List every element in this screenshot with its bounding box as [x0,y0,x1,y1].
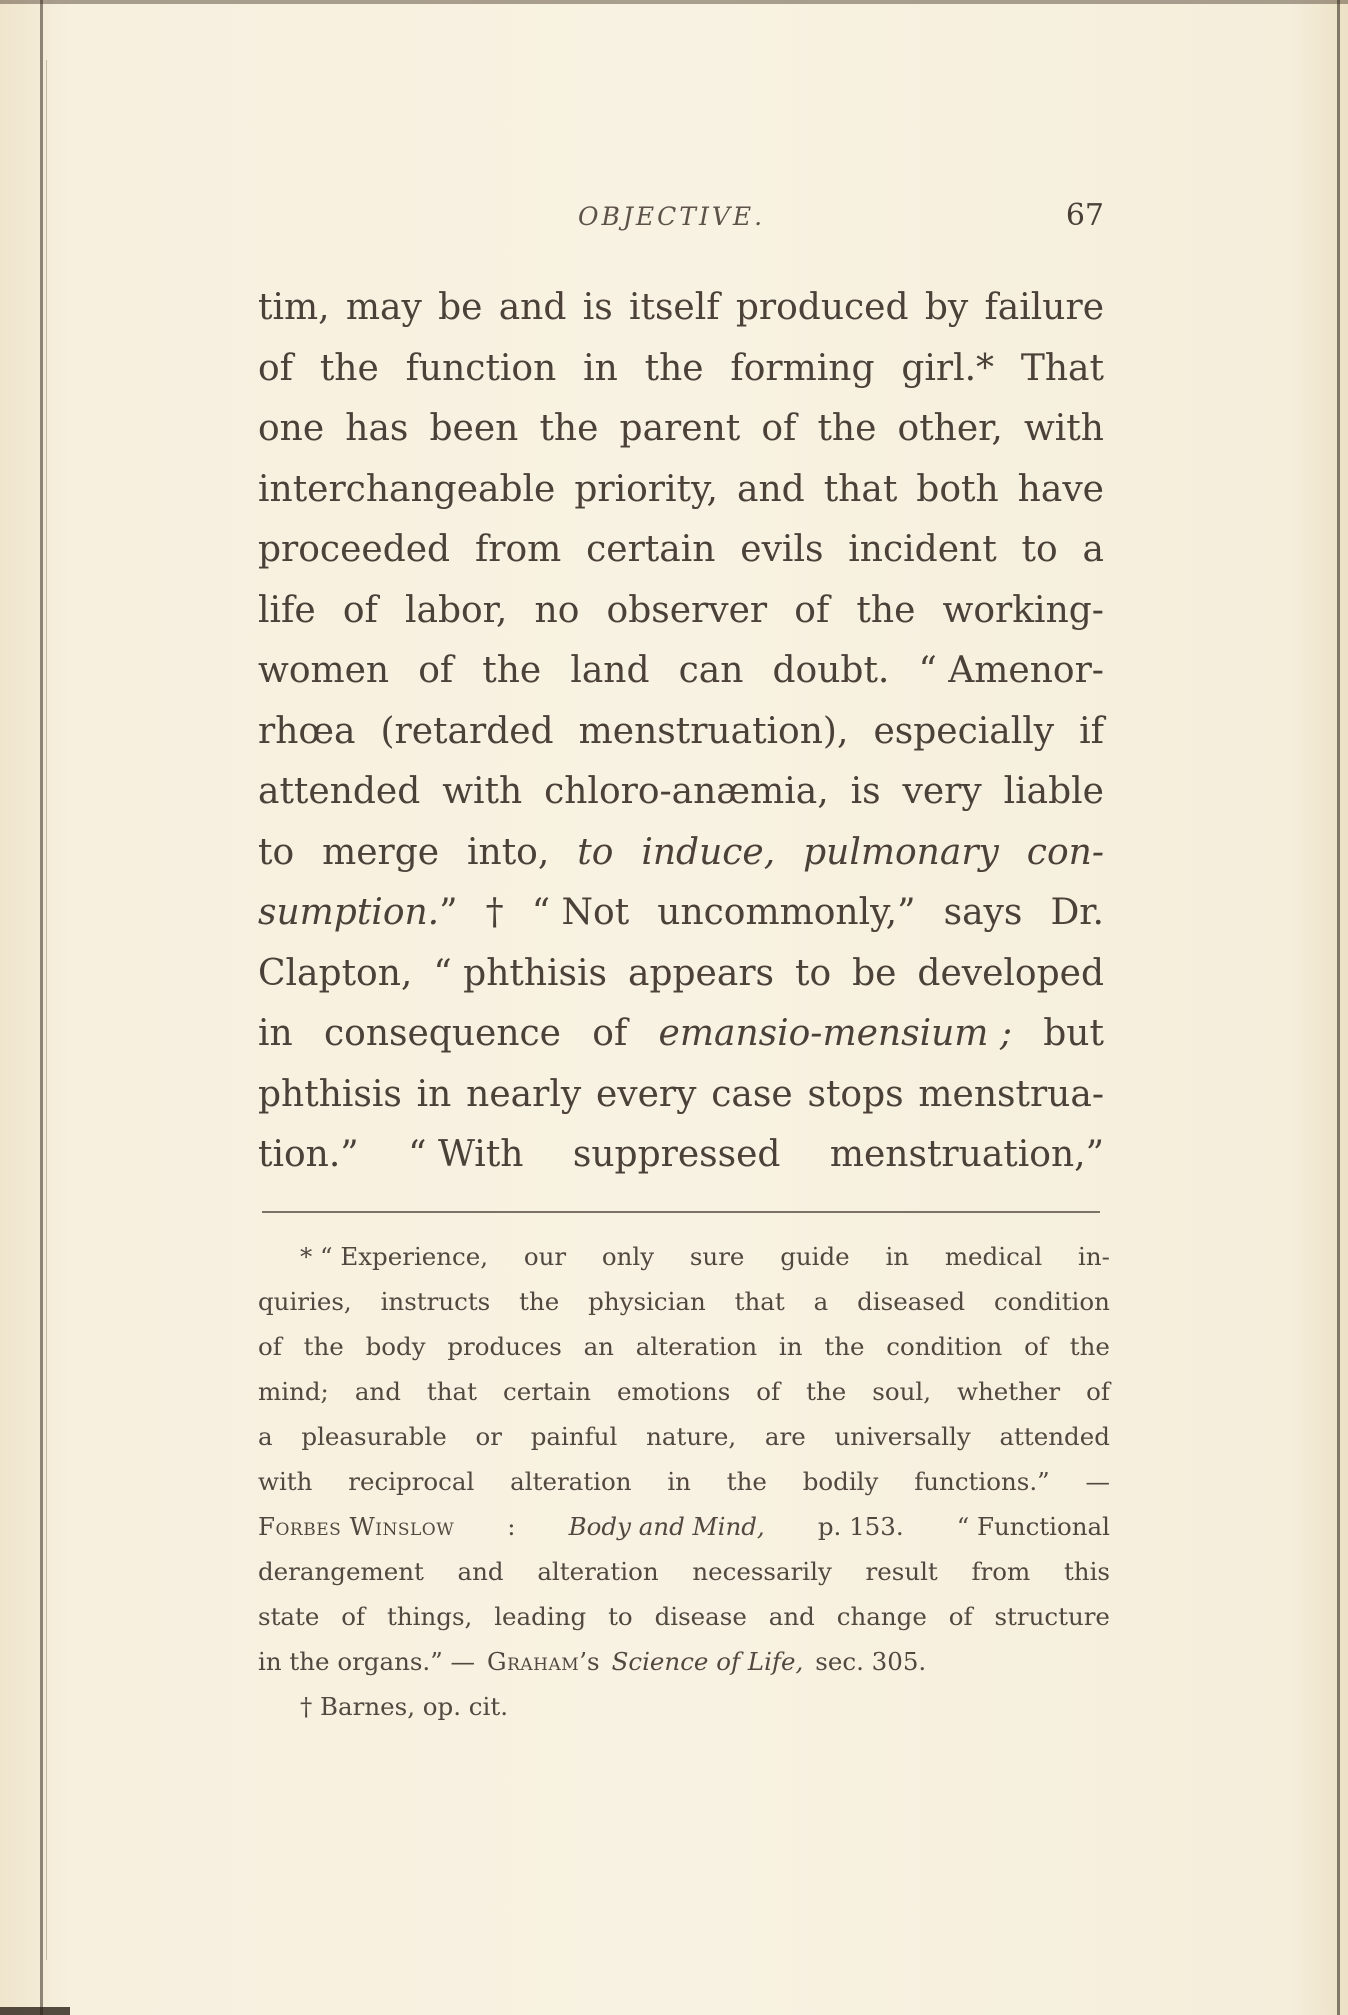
footnote-line-2: quiries, instructs the physician that a diseased condition [258,1287,1110,1316]
page-corner-shadow [0,2007,70,2015]
body-line-15: tion.” “ With suppressed menstruation,” [258,1134,1104,1175]
footnote-line-4: mind; and that certain emotions of the soul, whether of [258,1377,1110,1406]
running-title: OBJECTIVE. [578,202,766,231]
body-line-7: women of the land can doubt. “ Amenor- [258,650,1104,691]
body-line-12: Clapton, “ phthisis appears to be developed [258,952,1104,994]
footnote-line-8: derangement and alteration necessarily result from this [258,1557,1110,1586]
body-line-8: rhœa (retarded menstruation), especially if [258,710,1104,752]
body-line-5: proceeded from certain evils incident to a [258,529,1104,570]
footnote-line-3: of the body produces an alteration in the condition of the [258,1332,1110,1361]
page-binding-shadow [46,60,47,1960]
body-line-1: tim, may be and is itself produced by failure [258,287,1104,328]
body-line-9: attended with chloro-anæmia, is very liable [258,771,1104,812]
body-line-3: one has been the parent of the other, with [258,408,1104,449]
body-line-13: in consequence of emansio-mensium ; but [258,1013,1104,1054]
body-line-2: of the function in the forming girl.* That [258,347,1104,389]
footnote-line-1: * “ Experience, our only sure guide in medical in- [300,1242,1110,1271]
page-top-edge [0,0,1348,4]
body-line-11: sumption.” † “ Not uncommonly,” says Dr. [258,892,1104,933]
footnote-line-5: a pleasurable or painful nature, are universally attended [258,1422,1110,1451]
footnote-line-10: in the organs.” — Graham’s Science of Life, sec. 305. [258,1647,927,1676]
body-text [258,278,1104,1186]
footnote-line-6: with reciprocal alteration in the bodily functions.” — [258,1467,1110,1496]
running-header [258,198,1104,238]
footnote-line-7: Forbes Winslow : Body and Mind, p. 153. “ Functional [258,1512,1110,1541]
footnote-line-9: state of things, leading to disease and change of structure [258,1602,1110,1631]
footnote-line-11: † Barnes, op. cit. [300,1692,508,1721]
footnotes [258,1234,1110,1729]
body-line-6: life of labor, no observer of the working- [258,589,1104,631]
body-line-10: to merge into, to induce, pulmonary con- [258,831,1104,873]
body-line-14: phthisis in nearly every case stops menstrua- [258,1073,1104,1115]
page-number: 67 [1065,198,1104,233]
footnote-rule [262,1211,1100,1213]
page-binding-edge [40,0,43,2015]
page-right-edge [1337,0,1340,2015]
body-line-4: interchangeable priority, and that both have [258,468,1104,510]
